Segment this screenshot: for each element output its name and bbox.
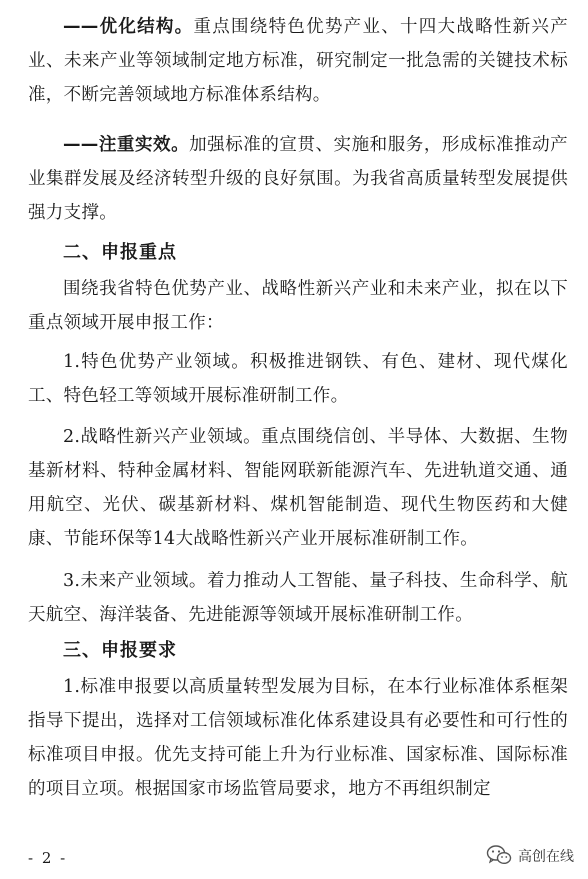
- paragraph-practical-effect: [28, 128, 568, 230]
- watermark: [486, 844, 574, 870]
- paragraph-body: 加强标准的宣贯、实施和服务，形成标准推动产业集群发展及经济转型升级的良好氛围。为我省高质量转型发展提供强力支撑。: [28, 135, 568, 223]
- paragraph-lead: ——注重实效。: [63, 135, 190, 155]
- paragraph-item-3: 3.未来产业领域。着力推动人工智能、量子科技、生命科学、航天航空、海洋装备、先进能源等领域开展标准研制工作。: [28, 571, 568, 625]
- watermark-text: 高创在线: [518, 849, 574, 865]
- paragraph-optimize-structure: [28, 10, 568, 112]
- wechat-icon: [486, 844, 512, 870]
- paragraph-item-1: 1.特色优势产业领域。积极推进钢铁、有色、建材、现代煤化工、特色轻工等领域开展标准研制工作。: [28, 352, 568, 406]
- paragraph-intro: 围绕我省特色优势产业、战略性新兴产业和未来产业，拟在以下重点领域开展申报工作：: [28, 279, 568, 333]
- paragraph-body: 重点围绕特色优势产业、十四大战略性新兴产业、未来产业等领域制定地方标准，研究制定一批急需的关键技术标准，不断完善领域地方标准体系结构。: [28, 17, 569, 105]
- paragraph-lead: ——优化结构。: [63, 17, 194, 37]
- paragraph-item-2: 2.战略性新兴产业领域。重点围绕信创、半导体、大数据、生物基新材料、特种金属材料、智能网联新能源汽车、先进轨道交通、通用航空、光伏、碳基新材料、煤机智能制造、现代生物医药和大健康、节能环保等14大战略性新兴产业开展标准研制工作。: [28, 427, 568, 549]
- section-heading-requirements: 三、申报要求: [63, 640, 177, 661]
- paragraph-requirement-1: 1.标准申报要以高质量转型发展为目标，在本行业标准体系框架指导下提出，选择对工信领域标准化体系建设具有必要性和可行性的标准项目申报。优先支持可能上升为行业标准、国家标准、国际标准的项目立项。根据国家市场监管局要求，地方不再组织制定: [28, 677, 568, 799]
- page-number: - 2 -: [28, 849, 68, 867]
- section-heading-declaration-focus: 二、申报重点: [63, 242, 177, 263]
